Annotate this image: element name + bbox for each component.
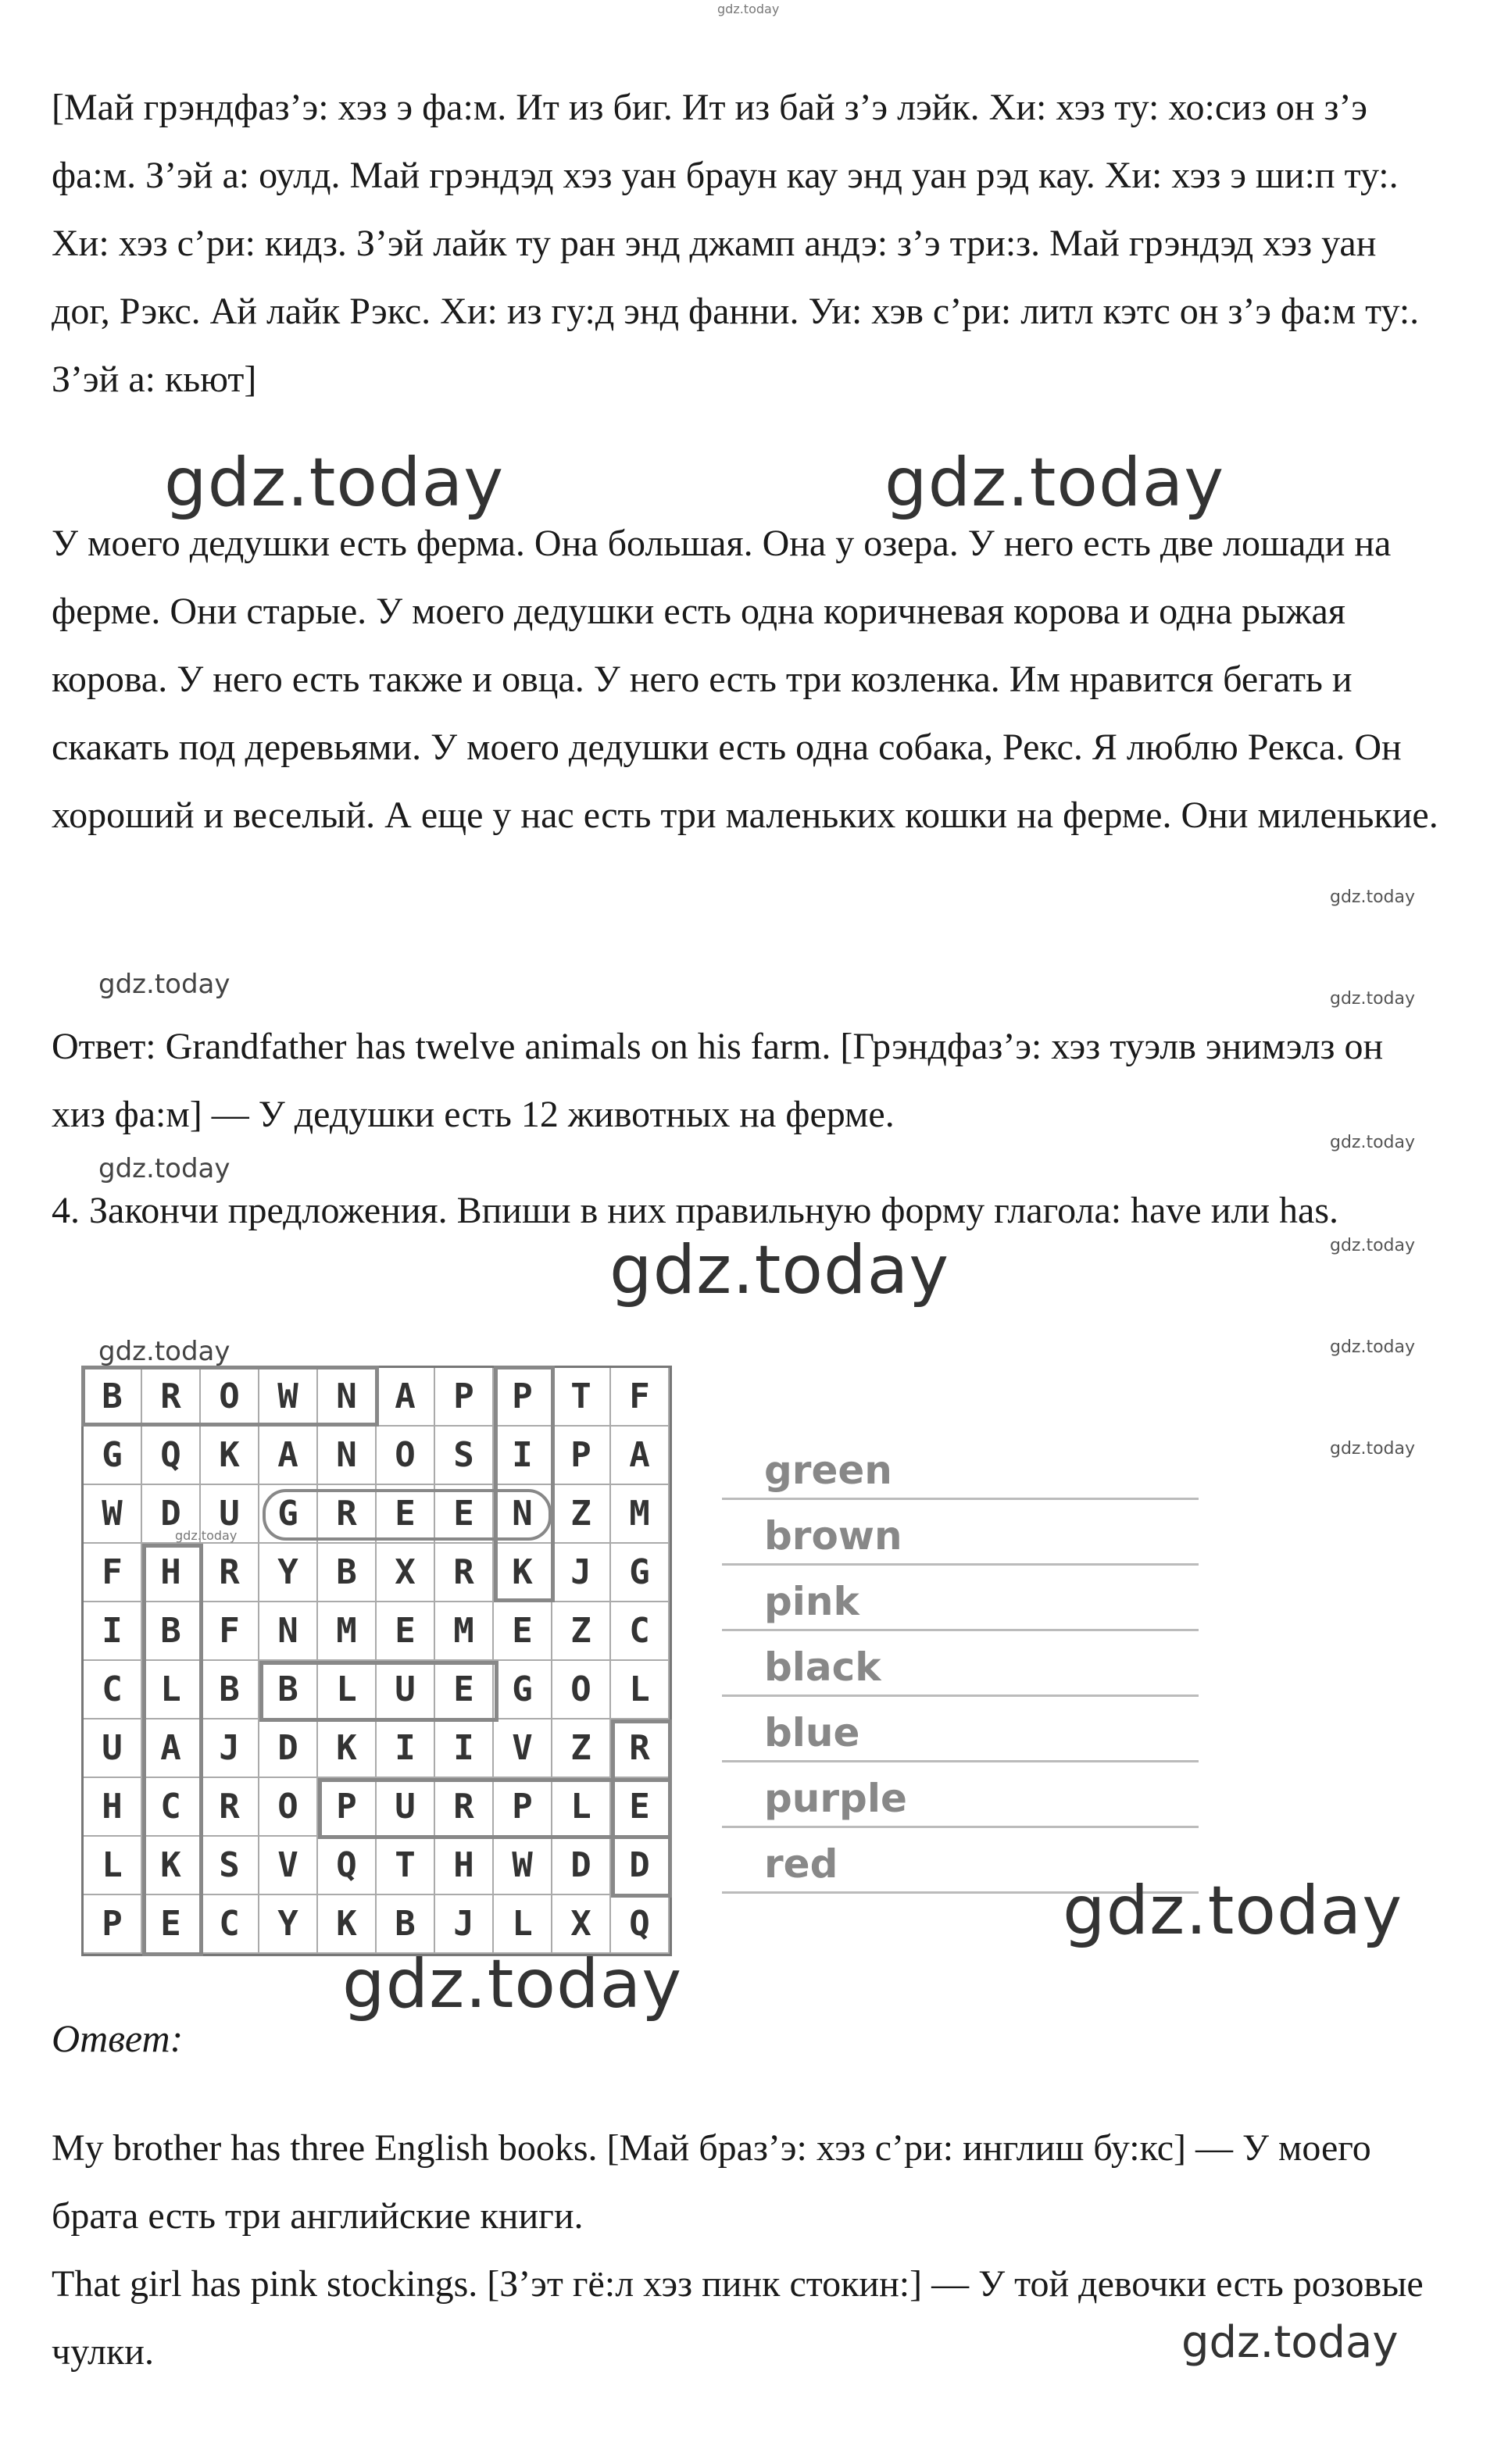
header-watermark: gdz.today (717, 2, 780, 16)
watermark-tiny: gdz.today (1330, 1337, 1416, 1357)
word-list-item: pink (722, 1566, 1199, 1631)
grid-cell: M (318, 1602, 377, 1661)
grid-cell: H (84, 1778, 142, 1837)
grid-cell: N (494, 1485, 552, 1544)
grid-cell: F (201, 1602, 259, 1661)
grid-cell: R (435, 1544, 494, 1602)
grid-cell: V (259, 1837, 318, 1895)
grid-cell: X (377, 1544, 435, 1602)
grid-cell: Q (611, 1895, 670, 1954)
grid-cell: C (611, 1602, 670, 1661)
answer-label: Ответ: (52, 2016, 184, 2060)
grid-cell: Q (318, 1837, 377, 1895)
grid-cell: J (435, 1895, 494, 1954)
grid-cell: X (552, 1895, 611, 1954)
watermark-large: gdz.today (342, 1945, 683, 2023)
grid-cell: U (377, 1778, 435, 1837)
grid-cell: K (494, 1544, 552, 1602)
grid-cell: W (84, 1485, 142, 1544)
watermark-large: gdz.today (609, 1231, 950, 1309)
grid-cell: Z (552, 1602, 611, 1661)
grid-cell: R (318, 1485, 377, 1544)
grid-cell: B (377, 1895, 435, 1954)
grid-cell: W (259, 1368, 318, 1427)
grid-cell: C (142, 1778, 201, 1837)
grid-cell: U (201, 1485, 259, 1544)
grid-cell: G (84, 1427, 142, 1485)
grid-cell: A (142, 1719, 201, 1778)
grid-cell: M (611, 1485, 670, 1544)
grid-cell: P (494, 1778, 552, 1837)
grid-cell: E (377, 1602, 435, 1661)
grid-cell: O (377, 1427, 435, 1485)
word-list-item: green (722, 1434, 1199, 1500)
grid-cell: N (318, 1427, 377, 1485)
grid-cell: C (201, 1895, 259, 1954)
highlight-black (142, 1544, 203, 1956)
grid-cell: P (494, 1368, 552, 1427)
grid-cell: J (201, 1719, 259, 1778)
sentence-1: My brother has three English books. [Май браз’э: хэз с’ри: инглиш бу:кс] — У моего брата есть три английские книги. (52, 2127, 1371, 2237)
watermark-small: gdz.today (98, 1153, 230, 1184)
grid-cell: H (435, 1837, 494, 1895)
grid-cell: O (201, 1368, 259, 1427)
grid-cell: E (435, 1485, 494, 1544)
highlight-brown (81, 1366, 379, 1427)
sentence-2: That girl has pink stockings. [З’эт гё:л хэз пинк стокин:] — У той девочки есть розовые чулки. (52, 2263, 1424, 2373)
word-search-puzzle (81, 1366, 672, 1956)
grid-cell: D (142, 1485, 201, 1544)
watermark-tiny: gdz.today (1330, 1236, 1416, 1255)
grid-cell: R (611, 1719, 670, 1778)
grid-cell: P (84, 1895, 142, 1954)
grid-cell: R (201, 1778, 259, 1837)
watermark-large: gdz.today (1063, 1872, 1403, 1950)
grid-cell: T (552, 1368, 611, 1427)
watermark-large: gdz.today (884, 444, 1225, 522)
grid-cell: F (84, 1544, 142, 1602)
watermark-tiny: gdz.today (1330, 1133, 1416, 1152)
grid-cell: B (259, 1661, 318, 1719)
grid-cell: E (611, 1778, 670, 1837)
grid-cell: H (142, 1544, 201, 1602)
highlight-pink (494, 1366, 555, 1602)
grid-cell: V (494, 1719, 552, 1778)
word-list-item: red (722, 1828, 1199, 1894)
grid-cell: M (435, 1602, 494, 1661)
watermark-small: gdz.today (98, 1336, 230, 1367)
answer-paragraph: Ответ: Grandfather has twelve animals on his farm. [Грэндфаз’э: хэз туэлв энимэлз он хиз фа:м] — У дедушки есть 12 животных на ферме. (52, 1026, 1384, 1135)
grid-cell: Y (259, 1895, 318, 1954)
grid-cell: D (611, 1837, 670, 1895)
grid-cell: I (435, 1719, 494, 1778)
grid-cell: K (201, 1427, 259, 1485)
grid-cell: Q (142, 1427, 201, 1485)
grid-cell: L (142, 1661, 201, 1719)
watermark-tiny: gdz.today (1330, 989, 1416, 1009)
grid-cell: L (552, 1778, 611, 1837)
grid-cell: R (435, 1778, 494, 1837)
grid-cell: N (318, 1368, 377, 1427)
grid-cell: L (84, 1837, 142, 1895)
grid-cell: P (435, 1368, 494, 1427)
grid-cell: L (318, 1661, 377, 1719)
grid-cell: N (259, 1602, 318, 1661)
word-list-item: blue (722, 1697, 1199, 1762)
grid-cell: I (494, 1427, 552, 1485)
highlight-blue (259, 1661, 498, 1722)
grid-cell: D (259, 1719, 318, 1778)
grid-cell: B (318, 1544, 377, 1602)
grid-cell: D (552, 1837, 611, 1895)
watermark-large: gdz.today (164, 444, 505, 522)
grid-cell: G (611, 1544, 670, 1602)
grid-cell: T (377, 1837, 435, 1895)
word-list (722, 1434, 1199, 1894)
highlight-red (611, 1719, 672, 1898)
grid-cell: Z (552, 1485, 611, 1544)
grid-cell: J (552, 1544, 611, 1602)
task-heading: 4. Закончи предложения. Впиши в них правильную форму глагола: have или has. (52, 1190, 1339, 1231)
grid-cell: L (494, 1895, 552, 1954)
grid-cell: K (142, 1837, 201, 1895)
watermark-tiny: gdz.today (1330, 887, 1416, 907)
grid-cell: G (494, 1661, 552, 1719)
translation-paragraph: У моего дедушки есть ферма. Она большая. Она у озера. У него есть две лошади на ферме. Они старые. У моего дедушки есть одна коричневая корова и одна рыжая корова. У него есть также и овца. У него есть три козленка. Им нравится бегать и скакать под деревьями. У моего дедушки есть одна собака, Рекс. Я люблю Рекса. Он хороший и веселый. А еще у нас есть три маленьких кошки на ферме. Они миленькие. (52, 523, 1438, 836)
grid-cell: Y (259, 1544, 318, 1602)
grid-cell: A (259, 1427, 318, 1485)
grid-cell: O (259, 1778, 318, 1837)
grid-cell: A (611, 1427, 670, 1485)
grid-cell: E (435, 1661, 494, 1719)
grid-cell: U (84, 1719, 142, 1778)
grid-cell: R (201, 1544, 259, 1602)
watermark-medium: gdz.today (1181, 2317, 1399, 2368)
grid-cell: P (318, 1778, 377, 1837)
grid-cell: K (318, 1895, 377, 1954)
grid-cell: I (84, 1602, 142, 1661)
grid-cell: E (494, 1602, 552, 1661)
grid-cell: R (142, 1368, 201, 1427)
word-list-item: purple (722, 1762, 1199, 1828)
grid-cell: Z (552, 1719, 611, 1778)
grid-cell: F (611, 1368, 670, 1427)
word-list-item: brown (722, 1500, 1199, 1566)
grid-cell: E (142, 1895, 201, 1954)
grid-cell: G (259, 1485, 318, 1544)
grid-cell: P (552, 1427, 611, 1485)
transcription-paragraph: [Май грэндфаз’э: хэз э фа:м. Ит из биг. Ит из бай з’э лэйк. Хи: хэз ту: хо:сиз он з’э фа:м. З’эй а: оулд. Май грэндэд хэз уан браун кау энд уан рэд кау. Хи: хэз э ши:п ту:. Хи: хэз с’ри: кидз. З’эй лайк ту ран энд джамп андэ: з’э три:з. Май грэндэд хэз уан дог, Рэкс. Ай лайк Рэкс. Хи: из гу:д энд фанни. Уи: хэв с’ри: литл кэтс он з’э фа:м ту:. З’эй а: кьют] (52, 87, 1420, 400)
grid-cell: U (377, 1661, 435, 1719)
grid-cell: L (611, 1661, 670, 1719)
watermark-small: gdz.today (98, 969, 230, 1000)
highlight-green (263, 1489, 552, 1541)
grid-cell: S (201, 1837, 259, 1895)
grid-cell: K (318, 1719, 377, 1778)
grid-watermark: gdz.today (175, 1528, 238, 1543)
grid-cell: W (494, 1837, 552, 1895)
grid-cell: B (142, 1602, 201, 1661)
watermark-tiny: gdz.today (1330, 1439, 1416, 1459)
grid-cell: S (435, 1427, 494, 1485)
grid-cell: A (377, 1368, 435, 1427)
grid-cell: B (201, 1661, 259, 1719)
grid-cell: O (552, 1661, 611, 1719)
grid-cell: C (84, 1661, 142, 1719)
word-list-item: black (722, 1631, 1199, 1697)
grid-cell: B (84, 1368, 142, 1427)
grid-cell: E (377, 1485, 435, 1544)
grid-cell: I (377, 1719, 435, 1778)
